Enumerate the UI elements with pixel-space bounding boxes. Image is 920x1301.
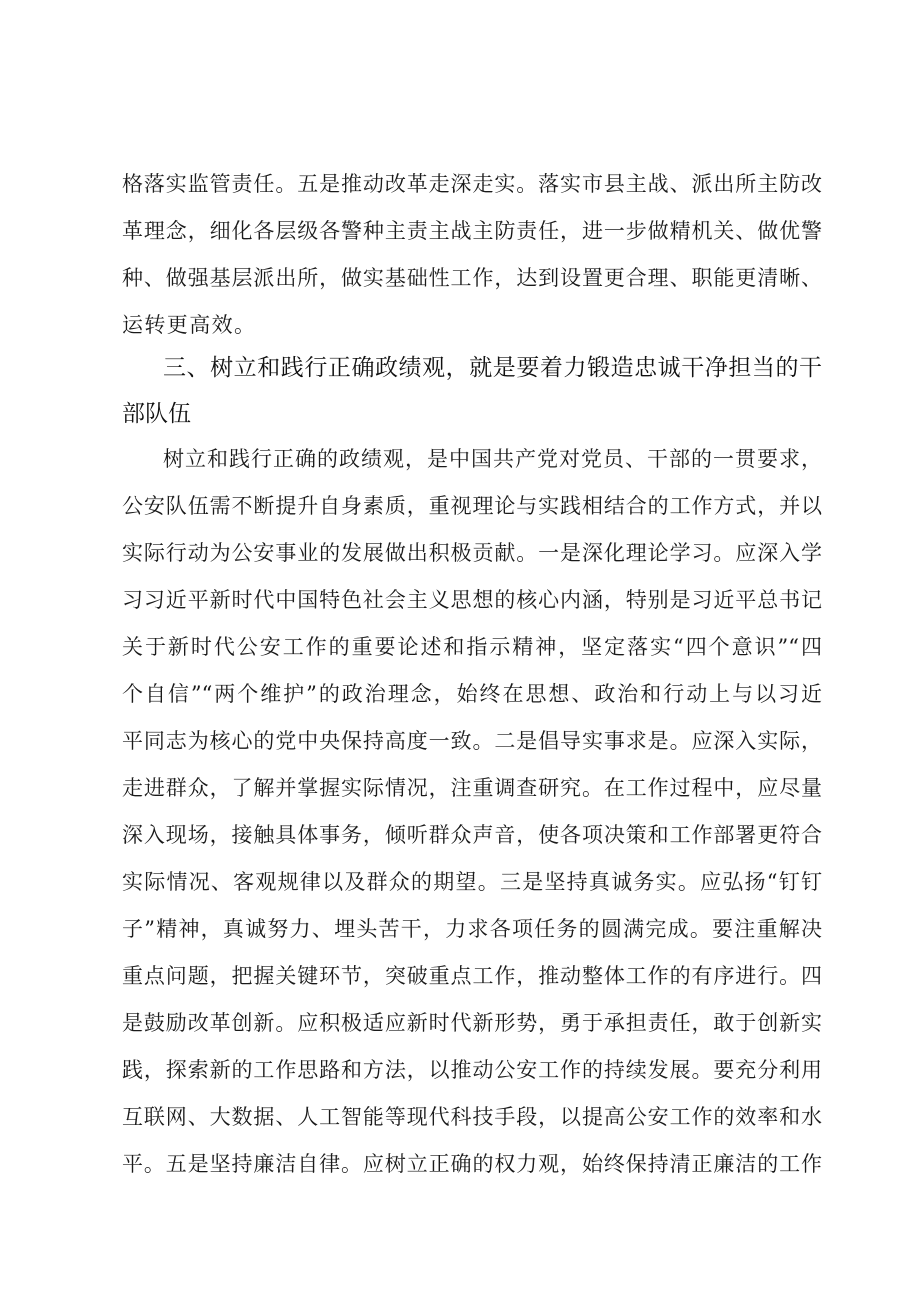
body-line: 是鼓励改革创新。应积极适应新时代新形势，勇于承担责任，敢于创新实 xyxy=(122,1011,822,1035)
body-line: 平同志为核心的党中央保持高度一致。二是倡导实事求是。应深入实际， xyxy=(122,729,822,753)
body-line: 关于新时代公安工作的重要论述和指示精神，坚定落实“四个意识”“四 xyxy=(122,635,822,659)
intro-line: 革理念，细化各层级各警种主责主战主防责任，进一步做精机关、做优警 xyxy=(122,219,822,243)
body-line: 重点问题，把握关键环节，突破重点工作，推动整体工作的有序进行。四 xyxy=(122,964,822,988)
body-line: 习习近平新时代中国特色社会主义思想的核心内涵，特别是习近平总书记 xyxy=(122,588,822,612)
body-line: 深入现场，接触具体事务，倾听群众声音，使各项决策和工作部署更符合 xyxy=(122,823,822,847)
body-line: 个自信”“两个维护”的政治理念，始终在思想、政治和行动上与以习近 xyxy=(122,682,822,706)
body-line: 树立和践行正确的政绩观，是中国共产党对党员、干部的一贯要求， xyxy=(163,447,822,471)
section-heading-line: 部队伍 xyxy=(122,401,191,427)
section-heading-line: 三、树立和践行正确政绩观，就是要着力锻造忠诚干净担当的干 xyxy=(163,355,822,381)
body-line: 践，探索新的工作思路和方法，以推动公安工作的持续发展。要充分利用 xyxy=(122,1058,822,1082)
intro-line: 种、做强基层派出所，做实基础性工作，达到设置更合理、职能更清晰、 xyxy=(122,266,822,290)
body-line: 实际行动为公安事业的发展做出积极贡献。一是深化理论学习。应深入学 xyxy=(122,541,822,565)
body-line: 互联网、大数据、人工智能等现代科技手段，以提高公安工作的效率和水 xyxy=(122,1105,822,1129)
body-line: 公安队伍需不断提升自身素质，重视理论与实践相结合的工作方式，并以 xyxy=(122,494,822,518)
body-line: 子”精神，真诚努力、埋头苦干，力求各项任务的圆满完成。要注重解决 xyxy=(122,917,822,941)
intro-line: 格落实监管责任。五是推动改革走深走实。落实市县主战、派出所主防改 xyxy=(122,172,822,196)
intro-line: 运转更高效。 xyxy=(122,313,257,337)
body-line: 平。五是坚持廉洁自律。应树立正确的权力观，始终保持清正廉洁的工作 xyxy=(122,1152,822,1176)
body-line: 走进群众，了解并掌握实际情况，注重调查研究。在工作过程中，应尽量 xyxy=(122,776,822,800)
body-line: 实际情况、客观规律以及群众的期望。三是坚持真诚务实。应弘扬“钉钉 xyxy=(122,870,822,894)
